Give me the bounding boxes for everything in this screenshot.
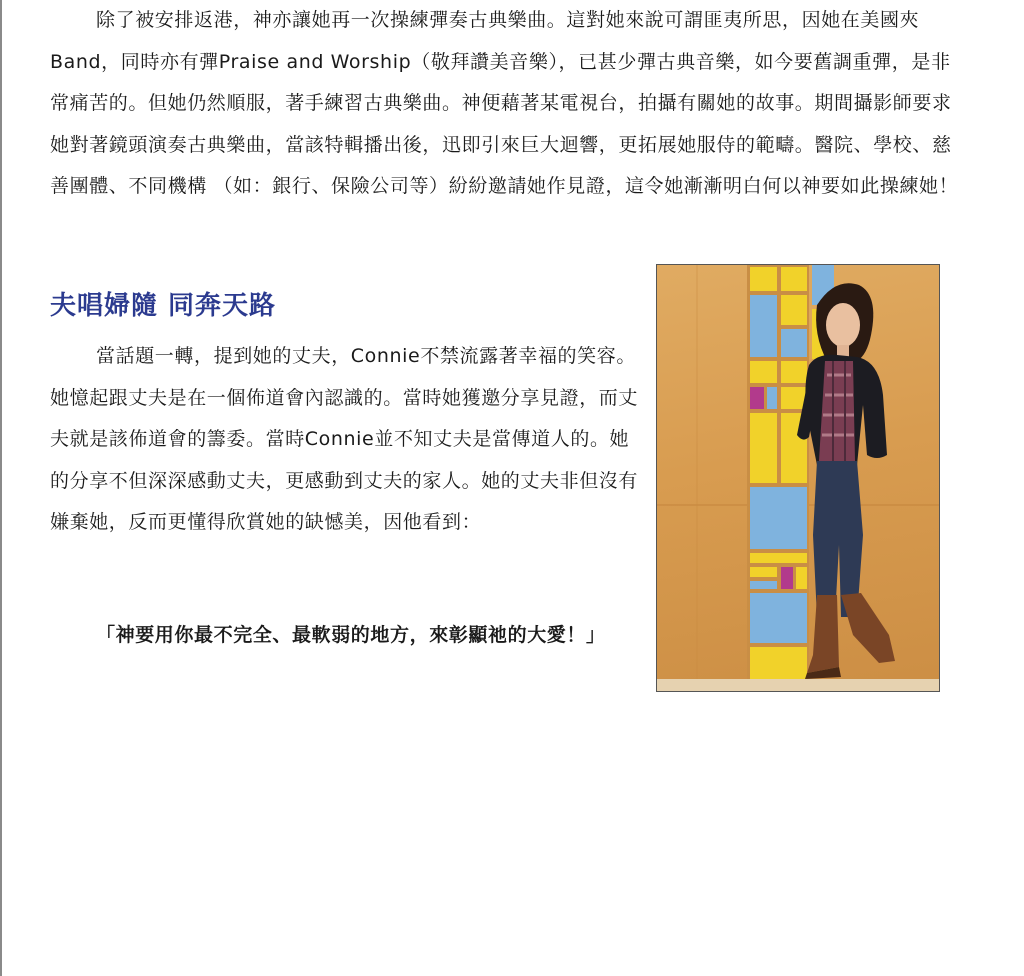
woman-standing-photo <box>656 264 940 692</box>
photo-illustration <box>657 265 939 691</box>
quote-block: 「神要用你最不完全、最軟弱的地方，來彰顯祂的大愛！」 <box>96 624 606 646</box>
section-heading: 夫唱婦隨 同奔天路 <box>50 291 277 321</box>
paragraph-1: 除了被安排返港，神亦讓她再一次操練彈奏古典樂曲。這對她來說可謂匪夷所思，因她在美國夾Band，同時亦有彈Praise and Worship（敬拜讚美音樂），已甚少彈古典音樂，如今要舊調重彈，是非常痛苦的。但她仍然順服，著手練習古典樂曲。神便藉著某電視台，拍攝有關她的故事。期間攝影師要求她對著鏡頭演奏古典樂曲，當該特輯播出後，迅即引來巨大迴響，更拓展她服侍的範疇。醫院、學校、慈善團體、不同機構 （如：銀行、保險公司等）紛紛邀請她作見證，這令她漸漸明白何以神要如此操練她！ <box>50 9 959 197</box>
woman-figure <box>797 283 895 679</box>
paragraph-2: 當話題一轉，提到她的丈夫，Connie不禁流露著幸福的笑容。她憶起跟丈夫是在一個佈道會內認識的。當時她獲邀分享見證，而丈夫就是該佈道會的籌委。當時Connie並不知丈夫是當傳道人的。她的分享不但深深感動丈夫，更感動到丈夫的家人。她的丈夫非但沒有嫌棄她，反而更懂得欣賞她的缺憾美，因他看到： <box>50 345 639 533</box>
page-left-border <box>0 0 2 976</box>
